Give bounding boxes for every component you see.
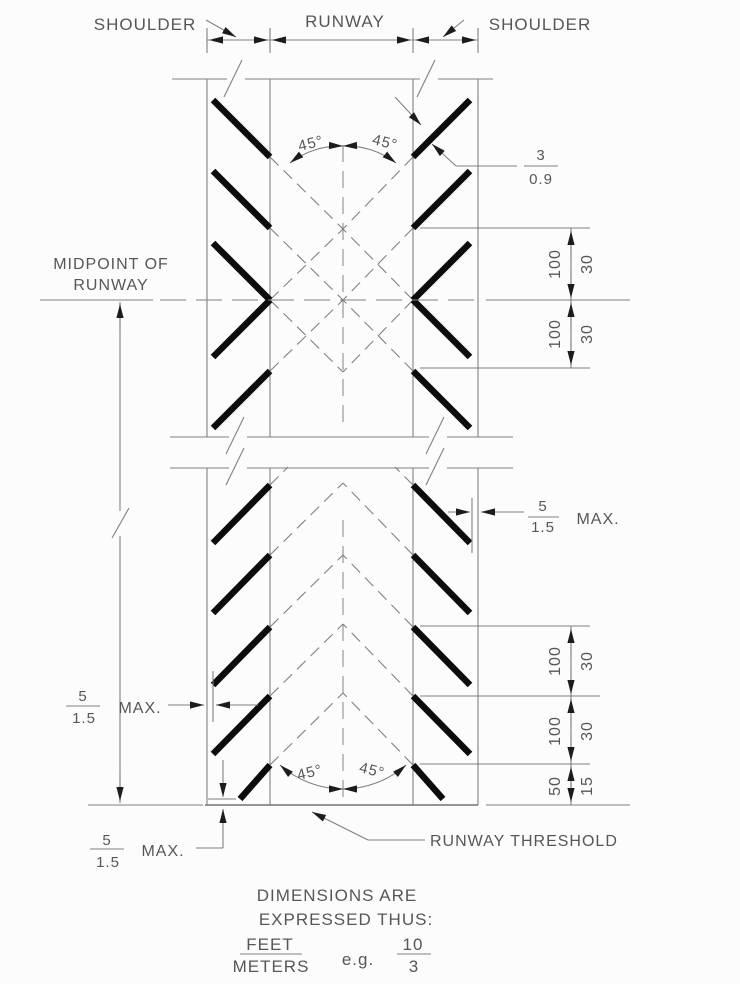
dashed-chevrons	[270, 145, 413, 800]
note-example-numerator: 10	[402, 935, 424, 954]
angle-label-top-right: 45°	[370, 131, 400, 154]
spacing-meters-dim: 30	[579, 254, 596, 274]
threshold-spacing-meters-dim: 15	[579, 776, 596, 796]
note-unit-denominator: METERS	[232, 957, 310, 976]
midpoint-label-line1: MIDPOINT OF	[53, 256, 169, 273]
stripe-width-feet: 3	[536, 147, 546, 164]
note-example-denominator: 3	[408, 957, 420, 976]
upper-spacing-dimensions	[420, 228, 590, 368]
note-line2: EXPRESSED THUS:	[258, 910, 434, 929]
offset-feet-dim: 5	[102, 832, 112, 849]
max-label: MAX.	[576, 511, 620, 528]
midpoint-label-line2: RUNWAY	[73, 277, 149, 294]
shoulder-left-label: SHOULDER	[93, 15, 197, 34]
offset-feet-dim: 5	[78, 688, 88, 705]
break-slash	[426, 448, 444, 485]
threshold-leader	[312, 812, 425, 840]
angle-label-bottom-right: 45°	[357, 759, 387, 782]
max-label: MAX.	[118, 700, 162, 717]
offset-meters-dim: 1.5	[96, 854, 120, 871]
note-eg: e.g.	[341, 950, 375, 969]
runway-label: RUNWAY	[305, 12, 385, 31]
diagram-text	[53, 12, 619, 976]
shoulder-right-label: SHOULDER	[488, 15, 592, 34]
shoulder-left-leader	[206, 20, 236, 37]
spacing-feet-dim: 100	[547, 646, 564, 676]
midpoint-annotation	[40, 300, 630, 803]
spacing-feet-dim: 100	[547, 249, 564, 279]
spacing-meters-dim: 30	[579, 324, 596, 344]
note-line1: DIMENSIONS ARE	[256, 886, 418, 905]
break-slash	[226, 417, 244, 454]
offset-meters-dim: 1.5	[72, 710, 96, 727]
break-slash	[112, 508, 129, 538]
stripe-width-dimension	[395, 97, 558, 166]
angle-label-top-left: 45°	[296, 132, 326, 155]
spacing-feet-dim: 100	[547, 716, 564, 746]
threshold-spacing-feet-dim: 50	[547, 776, 564, 796]
runway-threshold-label: RUNWAY THRESHOLD	[430, 833, 618, 850]
angle-label-bottom-left: 45°	[295, 761, 325, 784]
offset-meters-dim: 1.5	[531, 519, 555, 536]
break-slash	[226, 448, 244, 485]
spacing-meters-dim: 30	[579, 721, 596, 741]
offset-feet-dim: 5	[538, 498, 548, 515]
break-slash	[426, 417, 444, 454]
lower-spacing-dimensions	[420, 626, 600, 805]
spacing-meters-dim: 30	[579, 651, 596, 671]
stripe-width-meters: 0.9	[529, 171, 553, 188]
spacing-feet-dim: 100	[547, 319, 564, 349]
shoulder-right-leader	[443, 20, 464, 37]
max-label: MAX.	[141, 843, 185, 860]
note-unit-numerator: FEET	[246, 935, 294, 954]
